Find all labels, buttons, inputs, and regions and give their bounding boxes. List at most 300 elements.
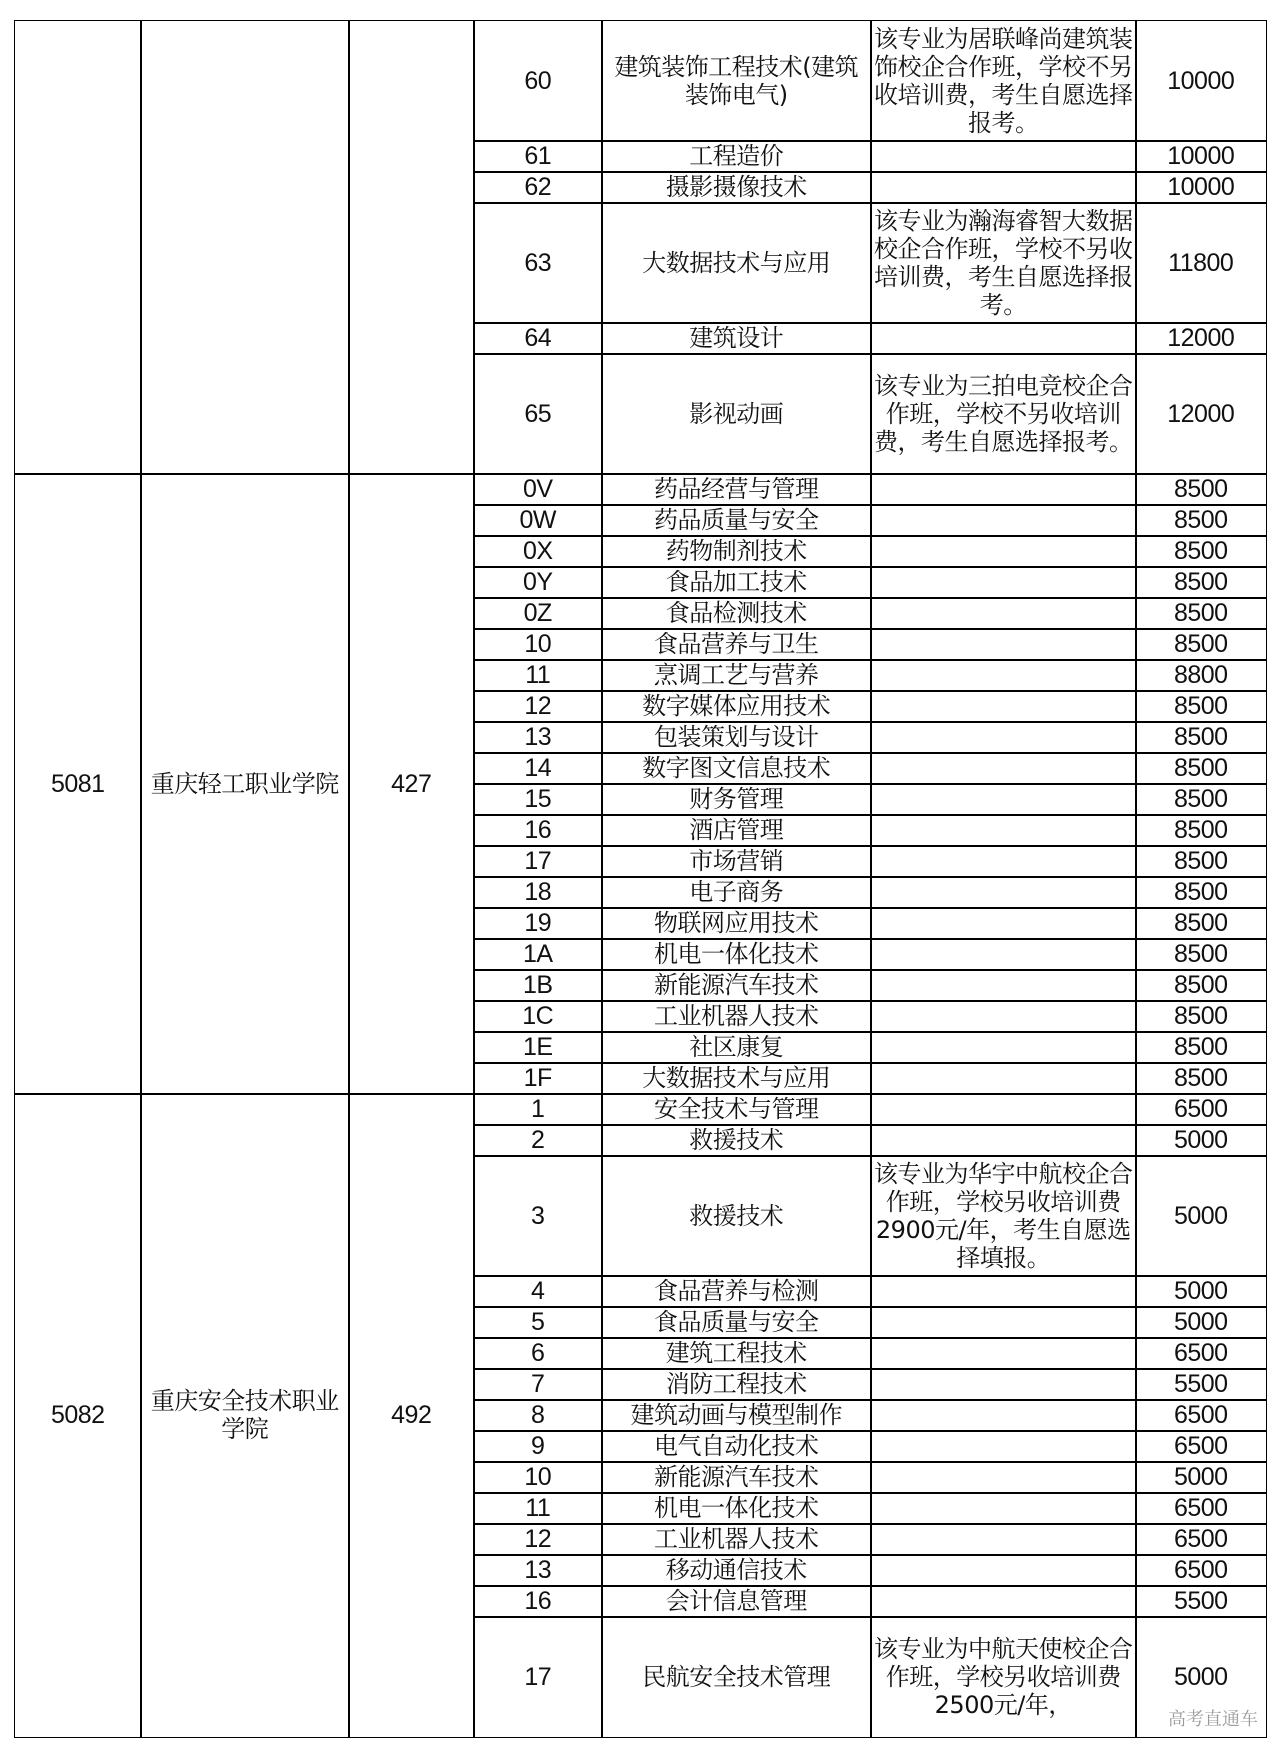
major-code xyxy=(473,1399,603,1432)
major-fee xyxy=(1135,783,1267,816)
major-code-text: 1C xyxy=(522,1002,554,1031)
major-fee xyxy=(1135,140,1267,173)
school-code xyxy=(14,473,142,1095)
major-note xyxy=(870,1399,1137,1432)
major-fee xyxy=(1135,1492,1267,1525)
major-name xyxy=(601,1124,872,1157)
major-fee xyxy=(1135,628,1267,661)
major-code xyxy=(473,1368,603,1401)
major-name-text: 药物制剂技术 xyxy=(665,537,807,566)
major-fee xyxy=(1135,1031,1267,1064)
major-name-text: 工业机器人技术 xyxy=(654,1002,819,1031)
major-code-text: 7 xyxy=(531,1370,545,1399)
major-note xyxy=(870,1155,1137,1277)
major-name xyxy=(601,690,872,723)
major-name xyxy=(601,566,872,599)
major-fee xyxy=(1135,938,1267,971)
major-name-text: 市场营销 xyxy=(689,847,784,876)
school-name xyxy=(140,473,350,1095)
major-code xyxy=(473,171,603,204)
major-fee-text: 10000 xyxy=(1167,66,1235,95)
major-name xyxy=(601,504,872,537)
major-name-text: 食品加工技术 xyxy=(665,568,807,597)
major-code xyxy=(473,566,603,599)
major-fee xyxy=(1135,721,1267,754)
major-fee xyxy=(1135,20,1267,142)
major-fee-text: 6500 xyxy=(1173,1095,1228,1124)
major-fee xyxy=(1135,690,1267,723)
major-fee xyxy=(1135,659,1267,692)
major-code-text: 16 xyxy=(524,1587,552,1616)
major-code-text: 1B xyxy=(522,971,553,1000)
major-code xyxy=(473,721,603,754)
major-fee xyxy=(1135,1093,1267,1126)
major-code-text: 65 xyxy=(524,399,552,428)
major-fee-text: 6500 xyxy=(1173,1494,1228,1523)
major-fee-text: 10000 xyxy=(1167,142,1235,171)
major-name-text: 移动通信技术 xyxy=(665,1556,807,1585)
major-code xyxy=(473,1523,603,1556)
major-name-text: 建筑装饰工程技术(建筑装饰电气) xyxy=(614,52,859,109)
plan-count xyxy=(348,473,475,1095)
major-note-text: 该专业为中航天使校企合作班，学校另收培训费2500元/年， xyxy=(874,1634,1133,1719)
major-fee xyxy=(1135,353,1267,475)
major-code xyxy=(473,1492,603,1525)
major-name-text: 会计信息管理 xyxy=(665,1587,807,1616)
major-code xyxy=(473,1062,603,1095)
major-note xyxy=(870,845,1137,878)
school-code xyxy=(14,20,142,475)
major-fee xyxy=(1135,907,1267,940)
major-code-text: 18 xyxy=(524,878,552,907)
major-fee-text: 5000 xyxy=(1173,1662,1228,1691)
major-note xyxy=(870,473,1137,506)
major-note xyxy=(870,535,1137,568)
major-fee xyxy=(1135,1275,1267,1308)
major-fee-text: 11800 xyxy=(1168,248,1234,277)
major-note xyxy=(870,1523,1137,1556)
major-code-text: 12 xyxy=(524,692,552,721)
major-code xyxy=(473,969,603,1002)
major-name xyxy=(601,473,872,506)
major-code-text: 0Y xyxy=(522,568,553,597)
major-code xyxy=(473,628,603,661)
major-note xyxy=(870,1337,1137,1370)
major-name xyxy=(601,1616,872,1738)
major-name-text: 工程造价 xyxy=(689,142,784,171)
major-name xyxy=(601,1093,872,1126)
major-fee-text: 8500 xyxy=(1173,537,1228,566)
major-name-text: 药品质量与安全 xyxy=(654,506,819,535)
major-code xyxy=(473,1000,603,1033)
major-code xyxy=(473,690,603,723)
major-name-text: 食品质量与安全 xyxy=(654,1308,819,1337)
major-name xyxy=(601,140,872,173)
major-code-text: 13 xyxy=(524,1556,552,1585)
major-name xyxy=(601,1000,872,1033)
major-code-text: 17 xyxy=(524,1662,552,1691)
major-name xyxy=(601,721,872,754)
major-note xyxy=(870,1430,1137,1463)
plan-count xyxy=(348,20,475,475)
major-code xyxy=(473,1124,603,1157)
major-code-text: 1 xyxy=(531,1095,545,1124)
major-name-text: 数字图文信息技术 xyxy=(642,754,831,783)
major-fee-text: 12000 xyxy=(1167,399,1235,428)
major-fee-text: 8500 xyxy=(1173,971,1228,1000)
major-fee xyxy=(1135,1368,1267,1401)
major-fee-text: 6500 xyxy=(1173,1525,1228,1554)
major-name xyxy=(601,1554,872,1587)
major-name xyxy=(601,202,872,324)
major-fee-text: 8500 xyxy=(1173,723,1228,752)
major-code-text: 62 xyxy=(524,173,552,202)
major-code xyxy=(473,202,603,324)
major-name-text: 数字媒体应用技术 xyxy=(642,692,831,721)
major-code-text: 14 xyxy=(524,754,552,783)
major-code xyxy=(473,322,603,355)
watermark: 高考直通车 xyxy=(1168,1709,1258,1730)
major-note xyxy=(870,752,1137,785)
major-note xyxy=(870,1616,1137,1738)
major-fee-text: 8800 xyxy=(1173,661,1228,690)
major-name xyxy=(601,1062,872,1095)
major-name xyxy=(601,171,872,204)
major-name xyxy=(601,1306,872,1339)
major-name xyxy=(601,907,872,940)
major-fee-text: 8500 xyxy=(1173,754,1228,783)
major-note-text: 该专业为居联峰尚建筑装饰校企合作班，学校不另收培训费，考生自愿选择报考。 xyxy=(874,24,1133,137)
major-fee xyxy=(1135,566,1267,599)
major-fee-text: 5500 xyxy=(1173,1587,1228,1616)
major-name-text: 新能源汽车技术 xyxy=(654,971,819,1000)
major-note xyxy=(870,1585,1137,1618)
major-name-text: 大数据技术与应用 xyxy=(642,1064,831,1093)
major-code xyxy=(473,938,603,971)
major-fee xyxy=(1135,1000,1267,1033)
major-code-text: 19 xyxy=(524,909,552,938)
major-fee xyxy=(1135,1399,1267,1432)
major-name xyxy=(601,535,872,568)
major-code-text: 11 xyxy=(525,661,551,690)
major-fee-text: 8500 xyxy=(1173,692,1228,721)
major-fee xyxy=(1135,1430,1267,1463)
major-code xyxy=(473,504,603,537)
major-code-text: 6 xyxy=(531,1339,545,1368)
major-note xyxy=(870,1275,1137,1308)
major-fee-text: 6500 xyxy=(1173,1556,1228,1585)
major-code xyxy=(473,814,603,847)
major-note xyxy=(870,938,1137,971)
major-note xyxy=(870,1093,1137,1126)
major-code xyxy=(473,1430,603,1463)
major-name-text: 建筑工程技术 xyxy=(665,1339,807,1368)
major-fee-text: 8500 xyxy=(1173,1002,1228,1031)
major-name-text: 新能源汽车技术 xyxy=(654,1463,819,1492)
major-note xyxy=(870,969,1137,1002)
major-name xyxy=(601,783,872,816)
plan-count-text: 492 xyxy=(391,1401,432,1430)
major-code-text: 60 xyxy=(524,66,552,95)
major-fee xyxy=(1135,969,1267,1002)
major-code-text: 11 xyxy=(525,1494,551,1523)
major-name-text: 消防工程技术 xyxy=(665,1370,807,1399)
major-name xyxy=(601,1275,872,1308)
major-code-text: 5 xyxy=(531,1308,545,1337)
plan-count xyxy=(348,1093,475,1738)
major-code-text: 0Z xyxy=(523,599,552,628)
major-code-text: 0W xyxy=(519,506,556,535)
major-fee xyxy=(1135,202,1267,324)
major-name xyxy=(601,597,872,630)
major-fee xyxy=(1135,845,1267,878)
major-name xyxy=(601,1492,872,1525)
major-code-text: 8 xyxy=(531,1401,545,1430)
major-code xyxy=(473,907,603,940)
major-code-text: 4 xyxy=(531,1277,545,1306)
major-name-text: 建筑设计 xyxy=(689,324,784,353)
major-code-text: 17 xyxy=(524,847,552,876)
major-fee xyxy=(1135,814,1267,847)
major-name-text: 救援技术 xyxy=(689,1201,784,1230)
major-note xyxy=(870,1062,1137,1095)
major-note xyxy=(870,1031,1137,1064)
major-name-text: 食品营养与检测 xyxy=(654,1277,819,1306)
major-fee-text: 6500 xyxy=(1173,1401,1228,1430)
major-note xyxy=(870,1461,1137,1494)
major-note xyxy=(870,907,1137,940)
major-fee-text: 8500 xyxy=(1173,568,1228,597)
major-note xyxy=(870,814,1137,847)
major-note xyxy=(870,566,1137,599)
major-fee-text: 6500 xyxy=(1173,1339,1228,1368)
major-name-text: 机电一体化技术 xyxy=(654,940,819,969)
major-fee xyxy=(1135,1124,1267,1157)
major-fee xyxy=(1135,504,1267,537)
major-note xyxy=(870,171,1137,204)
major-fee xyxy=(1135,535,1267,568)
major-code-text: 9 xyxy=(531,1432,545,1461)
major-name-text: 电子商务 xyxy=(689,878,784,907)
major-fee-text: 8500 xyxy=(1173,1064,1228,1093)
major-fee-text: 5000 xyxy=(1173,1201,1228,1230)
major-code-text: 3 xyxy=(531,1201,545,1230)
major-code-text: 13 xyxy=(524,723,552,752)
major-name xyxy=(601,876,872,909)
major-name xyxy=(601,814,872,847)
major-fee-text: 10000 xyxy=(1167,173,1235,202)
major-code xyxy=(473,876,603,909)
major-code xyxy=(473,1031,603,1064)
major-note xyxy=(870,202,1137,324)
major-name-text: 社区康复 xyxy=(689,1033,784,1062)
school-code-text: 5082 xyxy=(50,1401,105,1430)
major-name xyxy=(601,1585,872,1618)
major-fee-text: 8500 xyxy=(1173,1033,1228,1062)
major-fee xyxy=(1135,876,1267,909)
school-name-text: 重庆轻工职业学院 xyxy=(150,769,339,798)
major-fee xyxy=(1135,322,1267,355)
major-fee xyxy=(1135,473,1267,506)
major-name xyxy=(601,353,872,475)
major-code xyxy=(473,783,603,816)
major-fee-text: 6500 xyxy=(1173,1432,1228,1461)
major-fee-text: 8500 xyxy=(1173,630,1228,659)
major-name-text: 食品检测技术 xyxy=(665,599,807,628)
major-name-text: 财务管理 xyxy=(689,785,784,814)
major-fee-text: 8500 xyxy=(1173,909,1228,938)
major-code xyxy=(473,597,603,630)
major-code-text: 16 xyxy=(524,816,552,845)
major-fee xyxy=(1135,1554,1267,1587)
major-name xyxy=(601,845,872,878)
major-note xyxy=(870,597,1137,630)
major-name xyxy=(601,752,872,785)
major-code xyxy=(473,1093,603,1126)
major-note xyxy=(870,876,1137,909)
major-code xyxy=(473,353,603,475)
major-code xyxy=(473,535,603,568)
major-name-text: 工业机器人技术 xyxy=(654,1525,819,1554)
major-code xyxy=(473,1554,603,1587)
major-code xyxy=(473,1306,603,1339)
major-name xyxy=(601,20,872,142)
major-name-text: 药品经营与管理 xyxy=(654,475,819,504)
major-name-text: 救援技术 xyxy=(689,1126,784,1155)
major-fee xyxy=(1135,1337,1267,1370)
major-code xyxy=(473,1275,603,1308)
school-code xyxy=(14,1093,142,1738)
major-code xyxy=(473,1461,603,1494)
major-name xyxy=(601,659,872,692)
major-name xyxy=(601,1337,872,1370)
major-code xyxy=(473,1616,603,1738)
major-note xyxy=(870,690,1137,723)
major-name xyxy=(601,938,872,971)
major-code xyxy=(473,473,603,506)
major-code xyxy=(473,845,603,878)
major-name xyxy=(601,1368,872,1401)
major-note xyxy=(870,1000,1137,1033)
major-name xyxy=(601,628,872,661)
major-note-text: 该专业为三拍电竞校企合作班，学校不另收培训费，考生自愿选择报考。 xyxy=(874,371,1133,456)
major-note xyxy=(870,1124,1137,1157)
major-name-text: 建筑动画与模型制作 xyxy=(630,1401,842,1430)
major-code xyxy=(473,752,603,785)
major-code xyxy=(473,659,603,692)
major-note xyxy=(870,322,1137,355)
major-code-text: 2 xyxy=(531,1126,545,1155)
major-fee xyxy=(1135,752,1267,785)
major-fee xyxy=(1135,1523,1267,1556)
major-fee xyxy=(1135,171,1267,204)
major-fee-text: 8500 xyxy=(1173,940,1228,969)
major-note xyxy=(870,353,1137,475)
major-name xyxy=(601,1523,872,1556)
major-code-text: 1F xyxy=(523,1064,552,1093)
major-fee xyxy=(1135,1585,1267,1618)
major-fee xyxy=(1135,1062,1267,1095)
major-fee xyxy=(1135,1155,1267,1277)
major-code-text: 1A xyxy=(522,940,553,969)
major-code xyxy=(473,1585,603,1618)
major-fee xyxy=(1135,1306,1267,1339)
major-fee-text: 8500 xyxy=(1173,475,1228,504)
major-fee-text: 5000 xyxy=(1173,1277,1228,1306)
major-fee-text: 8500 xyxy=(1173,599,1228,628)
major-name-text: 物联网应用技术 xyxy=(654,909,819,938)
major-name xyxy=(601,1031,872,1064)
major-code xyxy=(473,1155,603,1277)
major-code-text: 10 xyxy=(524,630,552,659)
major-code xyxy=(473,1337,603,1370)
major-name-text: 民航安全技术管理 xyxy=(642,1662,831,1691)
major-name-text: 机电一体化技术 xyxy=(654,1494,819,1523)
plan-count-text: 427 xyxy=(391,769,432,798)
major-code-text: 0V xyxy=(522,475,553,504)
school-code-text: 5081 xyxy=(50,769,105,798)
major-fee-text: 5000 xyxy=(1173,1308,1228,1337)
major-fee-text: 5500 xyxy=(1173,1370,1228,1399)
major-note xyxy=(870,504,1137,537)
major-name xyxy=(601,1399,872,1432)
major-note-text: 该专业为瀚海睿智大数据校企合作班，学校不另收培训费，考生自愿选择报考。 xyxy=(874,206,1133,319)
major-name xyxy=(601,969,872,1002)
major-code-text: 63 xyxy=(524,248,552,277)
major-code-text: 64 xyxy=(524,324,552,353)
major-fee xyxy=(1135,1461,1267,1494)
school-name xyxy=(140,1093,350,1738)
major-fee-text: 12000 xyxy=(1167,324,1235,353)
major-name-text: 包装策划与设计 xyxy=(654,723,819,752)
major-name xyxy=(601,322,872,355)
major-note xyxy=(870,1554,1137,1587)
major-code-text: 61 xyxy=(524,142,552,171)
major-fee-text: 8500 xyxy=(1173,878,1228,907)
major-name-text: 烹调工艺与营养 xyxy=(654,661,819,690)
major-code xyxy=(473,20,603,142)
major-fee-text: 5000 xyxy=(1173,1463,1228,1492)
major-note xyxy=(870,721,1137,754)
major-note xyxy=(870,20,1137,142)
major-fee-text: 8500 xyxy=(1173,816,1228,845)
major-note xyxy=(870,659,1137,692)
major-name-text: 电气自动化技术 xyxy=(654,1432,819,1461)
major-name-text: 安全技术与管理 xyxy=(654,1095,819,1124)
major-name-text: 影视动画 xyxy=(689,399,784,428)
major-code xyxy=(473,140,603,173)
major-note xyxy=(870,628,1137,661)
school-name xyxy=(140,20,350,475)
major-name-text: 摄影摄像技术 xyxy=(665,173,807,202)
major-note xyxy=(870,140,1137,173)
major-code-text: 0X xyxy=(522,537,553,566)
major-fee-text: 8500 xyxy=(1173,506,1228,535)
school-name-text: 重庆安全技术职业学院 xyxy=(150,1387,339,1444)
major-fee-text: 8500 xyxy=(1173,847,1228,876)
major-name xyxy=(601,1461,872,1494)
major-code-text: 15 xyxy=(524,785,552,814)
major-code-text: 1E xyxy=(522,1033,553,1062)
major-note-text: 该专业为华宇中航校企合作班，学校另收培训费2900元/年，考生自愿选择填报。 xyxy=(874,1159,1133,1272)
major-fee xyxy=(1135,597,1267,630)
major-code-text: 12 xyxy=(524,1525,552,1554)
major-fee-text: 5000 xyxy=(1173,1126,1228,1155)
major-note xyxy=(870,1368,1137,1401)
major-fee-text: 8500 xyxy=(1173,785,1228,814)
major-name-text: 酒店管理 xyxy=(689,816,784,845)
major-name-text: 食品营养与卫生 xyxy=(654,630,819,659)
